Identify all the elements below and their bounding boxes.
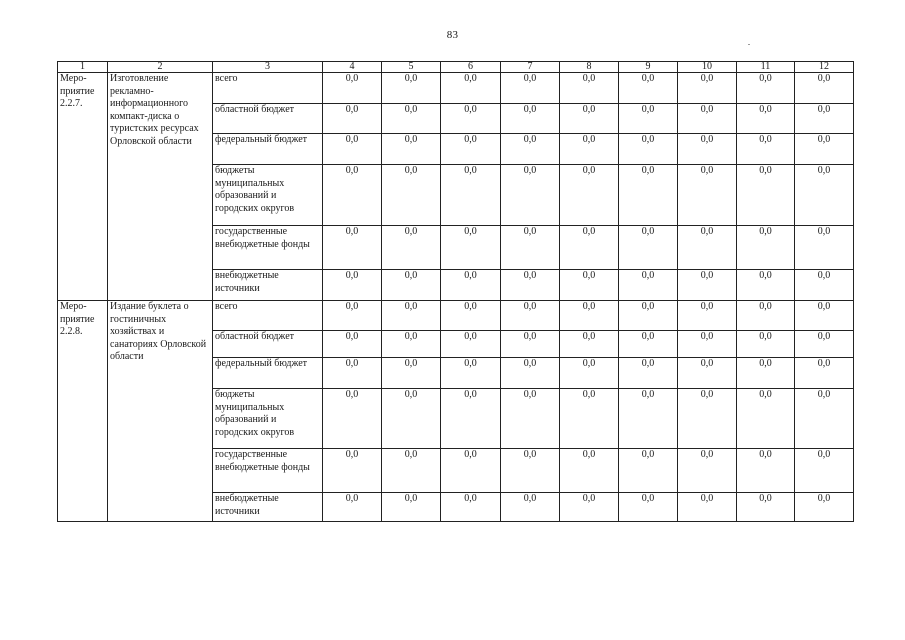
column-header: 12 <box>795 62 854 73</box>
value-cell: 0,0 <box>441 389 501 449</box>
value-cell: 0,0 <box>737 165 795 226</box>
value-cell: 0,0 <box>441 226 501 270</box>
funding-source-cell: областной бюджет <box>213 331 323 358</box>
value-cell: 0,0 <box>560 389 619 449</box>
value-cell: 0,0 <box>795 165 854 226</box>
funding-source-cell: внебюджетные источники <box>213 493 323 522</box>
value-cell: 0,0 <box>382 358 441 389</box>
value-cell: 0,0 <box>560 73 619 104</box>
value-cell: 0,0 <box>323 301 382 331</box>
value-cell: 0,0 <box>501 331 560 358</box>
funding-source-cell: бюджеты муниципальных образований и городских округов <box>213 165 323 226</box>
table-row <box>58 301 854 331</box>
value-cell: 0,0 <box>619 134 678 165</box>
value-cell: 0,0 <box>795 134 854 165</box>
funding-source-cell: федеральный бюджет <box>213 358 323 389</box>
value-cell: 0,0 <box>678 73 737 104</box>
budget-table <box>57 61 854 522</box>
value-cell: 0,0 <box>795 226 854 270</box>
event-id-line: 2.2.7. <box>60 98 83 109</box>
value-cell: 0,0 <box>619 449 678 493</box>
column-header: 5 <box>382 62 441 73</box>
event-id-cell <box>58 301 108 522</box>
value-cell: 0,0 <box>737 331 795 358</box>
value-cell: 0,0 <box>501 358 560 389</box>
value-cell: 0,0 <box>560 226 619 270</box>
value-cell: 0,0 <box>737 389 795 449</box>
value-cell: 0,0 <box>382 301 441 331</box>
column-header: 6 <box>441 62 501 73</box>
value-cell: 0,0 <box>795 331 854 358</box>
event-id-cell <box>58 73 108 301</box>
value-cell: 0,0 <box>795 270 854 301</box>
value-cell: 0,0 <box>323 165 382 226</box>
event-id-line: приятие <box>60 85 95 97</box>
funding-source-cell: федеральный бюджет <box>213 134 323 165</box>
value-cell: 0,0 <box>619 73 678 104</box>
event-description-cell: Изготовление рекламно-информационного компакт-диска о туристских ресурсах Орловской области <box>108 73 213 301</box>
value-cell: 0,0 <box>737 73 795 104</box>
value-cell: 0,0 <box>323 358 382 389</box>
value-cell: 0,0 <box>795 104 854 134</box>
header-row <box>58 62 854 73</box>
value-cell: 0,0 <box>441 134 501 165</box>
value-cell: 0,0 <box>382 165 441 226</box>
value-cell: 0,0 <box>737 226 795 270</box>
value-cell: 0,0 <box>560 270 619 301</box>
value-cell: 0,0 <box>678 358 737 389</box>
value-cell: 0,0 <box>678 134 737 165</box>
value-cell: 0,0 <box>501 389 560 449</box>
value-cell: 0,0 <box>441 104 501 134</box>
value-cell: 0,0 <box>382 73 441 104</box>
value-cell: 0,0 <box>323 73 382 104</box>
column-header: 11 <box>737 62 795 73</box>
value-cell: 0,0 <box>382 104 441 134</box>
value-cell: 0,0 <box>501 493 560 522</box>
value-cell: 0,0 <box>382 493 441 522</box>
value-cell: 0,0 <box>795 493 854 522</box>
value-cell: 0,0 <box>501 449 560 493</box>
value-cell: 0,0 <box>441 331 501 358</box>
value-cell: 0,0 <box>382 389 441 449</box>
event-id-line: Меро- <box>60 301 87 312</box>
value-cell: 0,0 <box>619 226 678 270</box>
value-cell: 0,0 <box>382 134 441 165</box>
event-id-line: Меро- <box>60 73 87 84</box>
value-cell: 0,0 <box>619 104 678 134</box>
value-cell: 0,0 <box>323 104 382 134</box>
funding-source-cell: областной бюджет <box>213 104 323 134</box>
value-cell: 0,0 <box>501 165 560 226</box>
value-cell: 0,0 <box>560 331 619 358</box>
value-cell: 0,0 <box>795 389 854 449</box>
value-cell: 0,0 <box>678 104 737 134</box>
column-header: 1 <box>58 62 108 73</box>
value-cell: 0,0 <box>619 358 678 389</box>
table-body <box>58 73 854 522</box>
scan-artifact <box>748 44 750 45</box>
value-cell: 0,0 <box>323 449 382 493</box>
value-cell: 0,0 <box>737 493 795 522</box>
value-cell: 0,0 <box>737 104 795 134</box>
value-cell: 0,0 <box>678 165 737 226</box>
value-cell: 0,0 <box>323 134 382 165</box>
value-cell: 0,0 <box>678 331 737 358</box>
value-cell: 0,0 <box>323 226 382 270</box>
value-cell: 0,0 <box>323 389 382 449</box>
value-cell: 0,0 <box>441 270 501 301</box>
value-cell: 0,0 <box>382 449 441 493</box>
event-id-line: 2.2.8. <box>60 326 83 337</box>
event-description-cell: Издание буклета о гостиничных хозяйствах и санаториях Орловской области <box>108 301 213 522</box>
value-cell: 0,0 <box>441 165 501 226</box>
value-cell: 0,0 <box>501 104 560 134</box>
column-header: 10 <box>678 62 737 73</box>
value-cell: 0,0 <box>560 449 619 493</box>
value-cell: 0,0 <box>737 301 795 331</box>
funding-source-cell: государственные внебюджетные фонды <box>213 449 323 493</box>
value-cell: 0,0 <box>501 226 560 270</box>
funding-source-cell: государственные внебюджетные фонды <box>213 226 323 270</box>
value-cell: 0,0 <box>678 493 737 522</box>
value-cell: 0,0 <box>619 270 678 301</box>
value-cell: 0,0 <box>501 270 560 301</box>
value-cell: 0,0 <box>382 226 441 270</box>
funding-source-cell: внебюджетные источники <box>213 270 323 301</box>
value-cell: 0,0 <box>737 358 795 389</box>
value-cell: 0,0 <box>560 301 619 331</box>
funding-source-cell: всего <box>213 301 323 331</box>
value-cell: 0,0 <box>560 358 619 389</box>
value-cell: 0,0 <box>795 358 854 389</box>
value-cell: 0,0 <box>678 301 737 331</box>
funding-source-cell: бюджеты муниципальных образований и городских округов <box>213 389 323 449</box>
value-cell: 0,0 <box>441 73 501 104</box>
value-cell: 0,0 <box>560 493 619 522</box>
value-cell: 0,0 <box>323 493 382 522</box>
value-cell: 0,0 <box>619 301 678 331</box>
value-cell: 0,0 <box>795 449 854 493</box>
value-cell: 0,0 <box>737 134 795 165</box>
column-header: 8 <box>560 62 619 73</box>
value-cell: 0,0 <box>501 73 560 104</box>
value-cell: 0,0 <box>441 449 501 493</box>
column-header: 4 <box>323 62 382 73</box>
value-cell: 0,0 <box>678 226 737 270</box>
value-cell: 0,0 <box>323 331 382 358</box>
page-number: 83 <box>446 29 459 41</box>
column-header: 9 <box>619 62 678 73</box>
value-cell: 0,0 <box>560 104 619 134</box>
value-cell: 0,0 <box>795 73 854 104</box>
value-cell: 0,0 <box>678 270 737 301</box>
column-header: 7 <box>501 62 560 73</box>
table-row <box>58 73 854 104</box>
value-cell: 0,0 <box>619 493 678 522</box>
value-cell: 0,0 <box>678 449 737 493</box>
value-cell: 0,0 <box>619 165 678 226</box>
value-cell: 0,0 <box>619 389 678 449</box>
value-cell: 0,0 <box>441 358 501 389</box>
value-cell: 0,0 <box>795 301 854 331</box>
value-cell: 0,0 <box>501 134 560 165</box>
value-cell: 0,0 <box>323 270 382 301</box>
value-cell: 0,0 <box>441 301 501 331</box>
value-cell: 0,0 <box>560 165 619 226</box>
value-cell: 0,0 <box>737 270 795 301</box>
value-cell: 0,0 <box>678 389 737 449</box>
column-header: 2 <box>108 62 213 73</box>
value-cell: 0,0 <box>501 301 560 331</box>
event-id-line: приятие <box>60 313 95 325</box>
funding-source-cell: всего <box>213 73 323 104</box>
value-cell: 0,0 <box>619 331 678 358</box>
column-header: 3 <box>213 62 323 73</box>
value-cell: 0,0 <box>737 449 795 493</box>
value-cell: 0,0 <box>441 493 501 522</box>
value-cell: 0,0 <box>382 270 441 301</box>
value-cell: 0,0 <box>560 134 619 165</box>
value-cell: 0,0 <box>382 331 441 358</box>
